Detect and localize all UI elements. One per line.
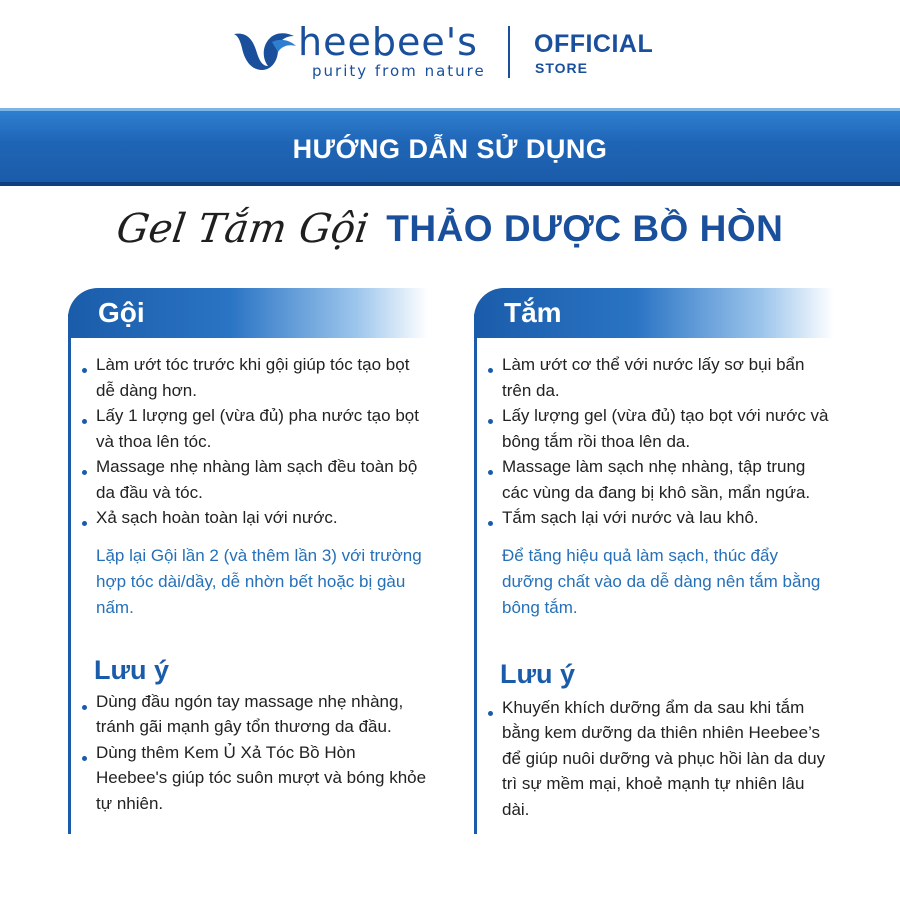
shampoo-heading: Gội <box>98 297 145 328</box>
list-item: Dùng thêm Kem Ủ Xả Tóc Bồ Hòn Heebee's giúp tóc suôn mượt và bóng khỏe tự nhiên. <box>82 740 427 817</box>
shampoo-content <box>82 352 427 816</box>
list-item: Làm ướt cơ thể với nước lấy sơ bụi bẩn trên da. <box>488 352 833 403</box>
brand-tagline: purity from nature <box>312 62 486 80</box>
instructions-banner <box>0 108 900 186</box>
shower-caution-title: Lưu ý <box>500 658 576 689</box>
list-item: Lấy lượng gel (vừa đủ) tạo bọt với nước và bông tắm rồi thoa lên da. <box>488 403 833 454</box>
list-item: Làm ướt tóc trước khi gội giúp tóc tạo bọt dễ dàng hơn. <box>82 352 427 403</box>
brand-divider <box>508 26 510 78</box>
official-label: OFFICIAL <box>534 30 654 58</box>
list-item: Xả sạch hoàn toàn lại với nước. <box>82 505 427 531</box>
brand-name: heebee's <box>298 20 478 64</box>
shower-heading-bar <box>474 288 834 338</box>
column-border <box>68 314 71 834</box>
banner-title: HƯỚNG DẪN SỬ DỤNG <box>292 134 608 164</box>
shower-caution-list <box>488 695 833 823</box>
shower-note: Để tăng hiệu quả làm sạch, thúc đẩy dưỡng chất vào da dễ dàng nên tắm bằng bông tắm. <box>502 545 821 617</box>
product-title-bold: THẢO DƯỢC BỒ HÒN <box>386 208 784 249</box>
shower-content <box>488 352 833 822</box>
shower-column <box>474 288 834 838</box>
shampoo-steps <box>82 352 427 531</box>
brand-logo-icon <box>232 28 298 74</box>
list-item: Khuyến khích dưỡng ẩm da sau khi tắm bằng kem dưỡng da thiên nhiên Heebee’s để giúp nuôi dưỡng và phục hồi làn da duy trì sự mềm mại, khoẻ mạnh tự nhiên lâu dài. <box>488 695 833 823</box>
shampoo-column <box>68 288 428 838</box>
shower-steps <box>488 352 833 531</box>
shampoo-caution-list <box>82 689 427 817</box>
shampoo-heading-bar <box>68 288 428 338</box>
product-title <box>0 206 900 266</box>
list-item: Tắm sạch lại với nước và lau khô. <box>488 505 833 531</box>
list-item: Dùng đầu ngón tay massage nhẹ nhàng, tránh gãi mạnh gây tổn thương da đầu. <box>82 689 427 740</box>
store-label: STORE <box>535 60 588 76</box>
list-item: Massage làm sạch nhẹ nhàng, tập trung các vùng da đang bị khô sần, mẩn ngứa. <box>488 454 833 505</box>
brand-header <box>232 22 672 82</box>
shampoo-caution-title: Lưu ý <box>94 654 170 685</box>
list-item: Lấy 1 lượng gel (vừa đủ) pha nước tạo bọt và thoa lên tóc. <box>82 403 427 454</box>
shampoo-note: Lặp lại Gội lần 2 (và thêm lần 3) với trường hợp tóc dài/dầy, dễ nhờn bết hoặc bị gàu nấm. <box>96 545 422 617</box>
list-item: Massage nhẹ nhàng làm sạch đều toàn bộ da đầu và tóc. <box>82 454 427 505</box>
column-border <box>474 314 477 834</box>
shower-heading: Tắm <box>504 297 562 328</box>
product-title-script: Gel Tắm Gội <box>113 206 372 252</box>
